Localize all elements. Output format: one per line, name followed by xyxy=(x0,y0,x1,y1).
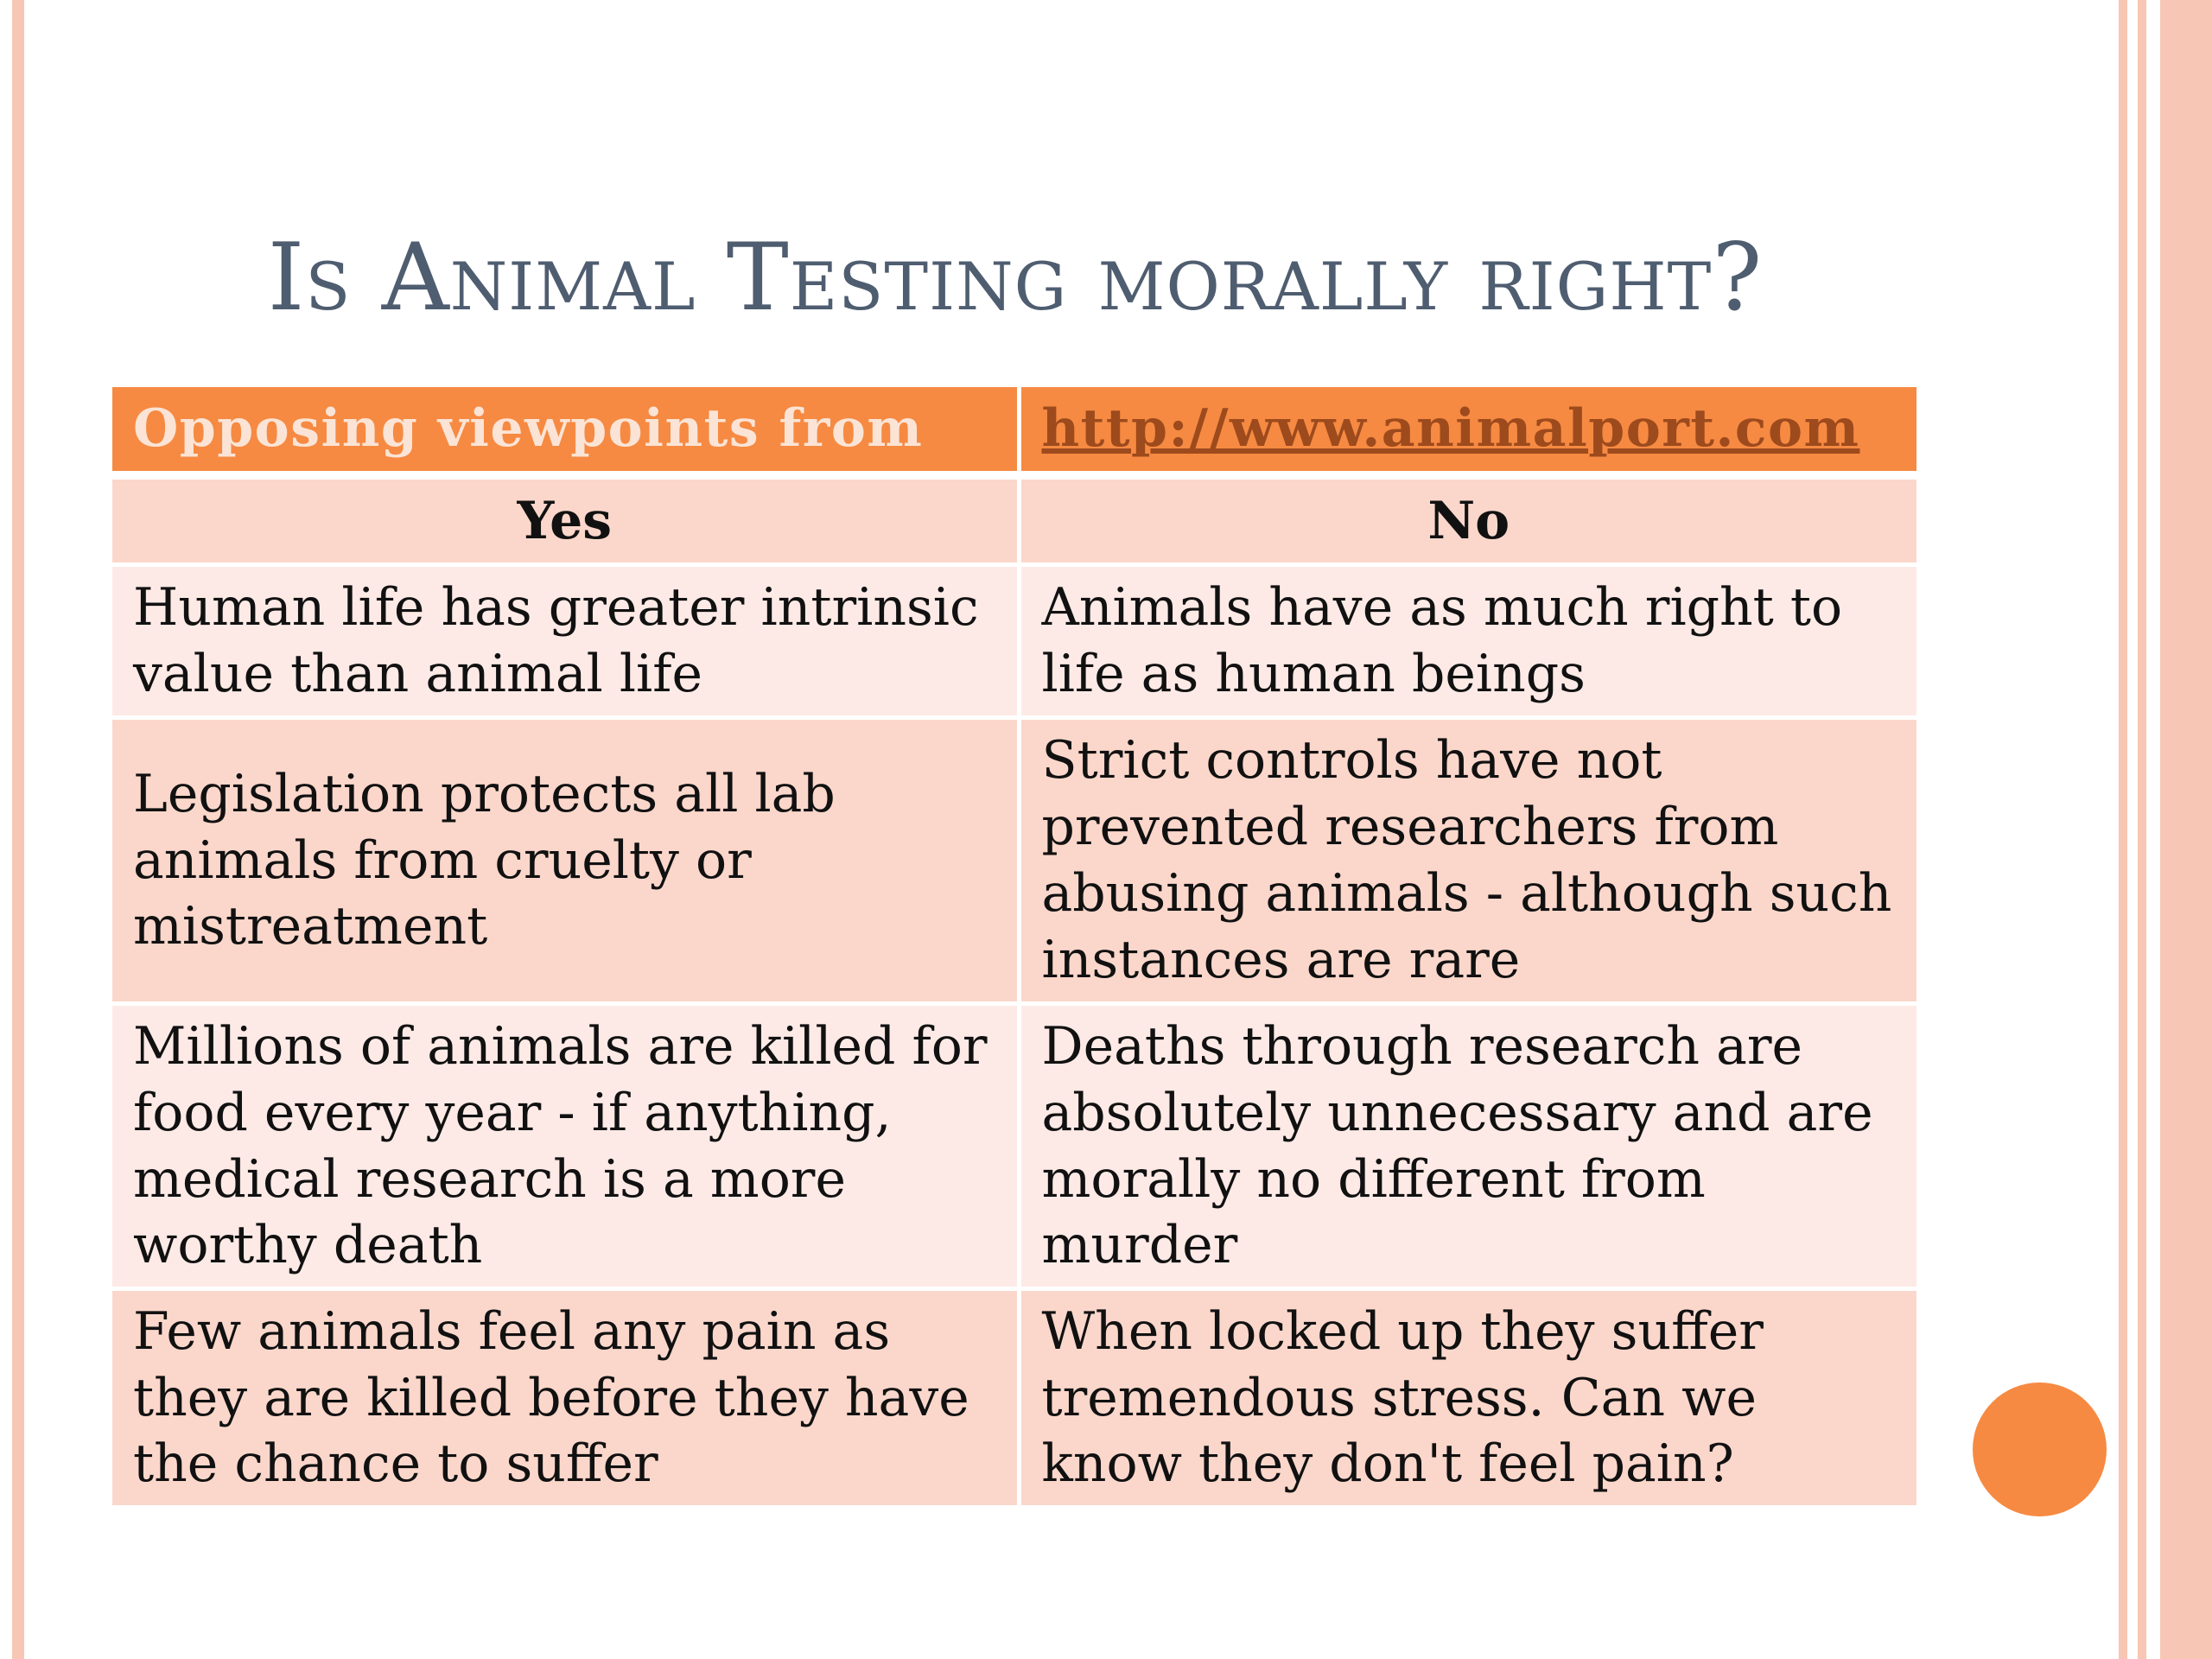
yes-cell: Human life has greater intrinsic value than animal life xyxy=(112,565,1019,718)
table-row xyxy=(112,1289,1916,1506)
slide-title: Is Animal Testing morally right? xyxy=(267,224,1764,332)
header-link-cell xyxy=(1019,387,1916,475)
header-label: Opposing viewpoints from xyxy=(112,387,1019,475)
viewpoints-table xyxy=(112,387,1916,1505)
decorative-circle xyxy=(1973,1382,2107,1516)
no-cell: Animals have as much right to life as human beings xyxy=(1019,565,1916,718)
right-border-stripe-1 xyxy=(2119,0,2127,1659)
yes-cell: Few animals feel any pain as they are killed before they have the chance to suffer xyxy=(112,1289,1019,1506)
no-cell: Deaths through research are absolutely unnecessary and are morally no different from murder xyxy=(1019,1004,1916,1289)
right-border-stripe-2 xyxy=(2138,0,2146,1659)
no-cell: Strict controls have not prevented researchers from abusing animals - although such instances are rare xyxy=(1019,718,1916,1004)
table-row xyxy=(112,1004,1916,1289)
yes-cell: Legislation protects all lab animals from cruelty or mistreatment xyxy=(112,718,1019,1004)
column-heading-no: No xyxy=(1019,475,1916,565)
table-row xyxy=(112,718,1916,1004)
no-cell: When locked up they suffer tremendous stress. Can we know they don't feel pain? xyxy=(1019,1289,1916,1506)
table-row xyxy=(112,565,1916,718)
right-border-stripe-3 xyxy=(2160,0,2212,1659)
table-header-row xyxy=(112,387,1916,475)
yes-cell: Millions of animals are killed for food every year - if anything, medical research is a more worthy death xyxy=(112,1004,1019,1289)
column-heading-yes: Yes xyxy=(112,475,1019,565)
column-headings-row xyxy=(112,475,1916,565)
source-link[interactable]: http://www.animalport.com xyxy=(1041,398,1860,460)
